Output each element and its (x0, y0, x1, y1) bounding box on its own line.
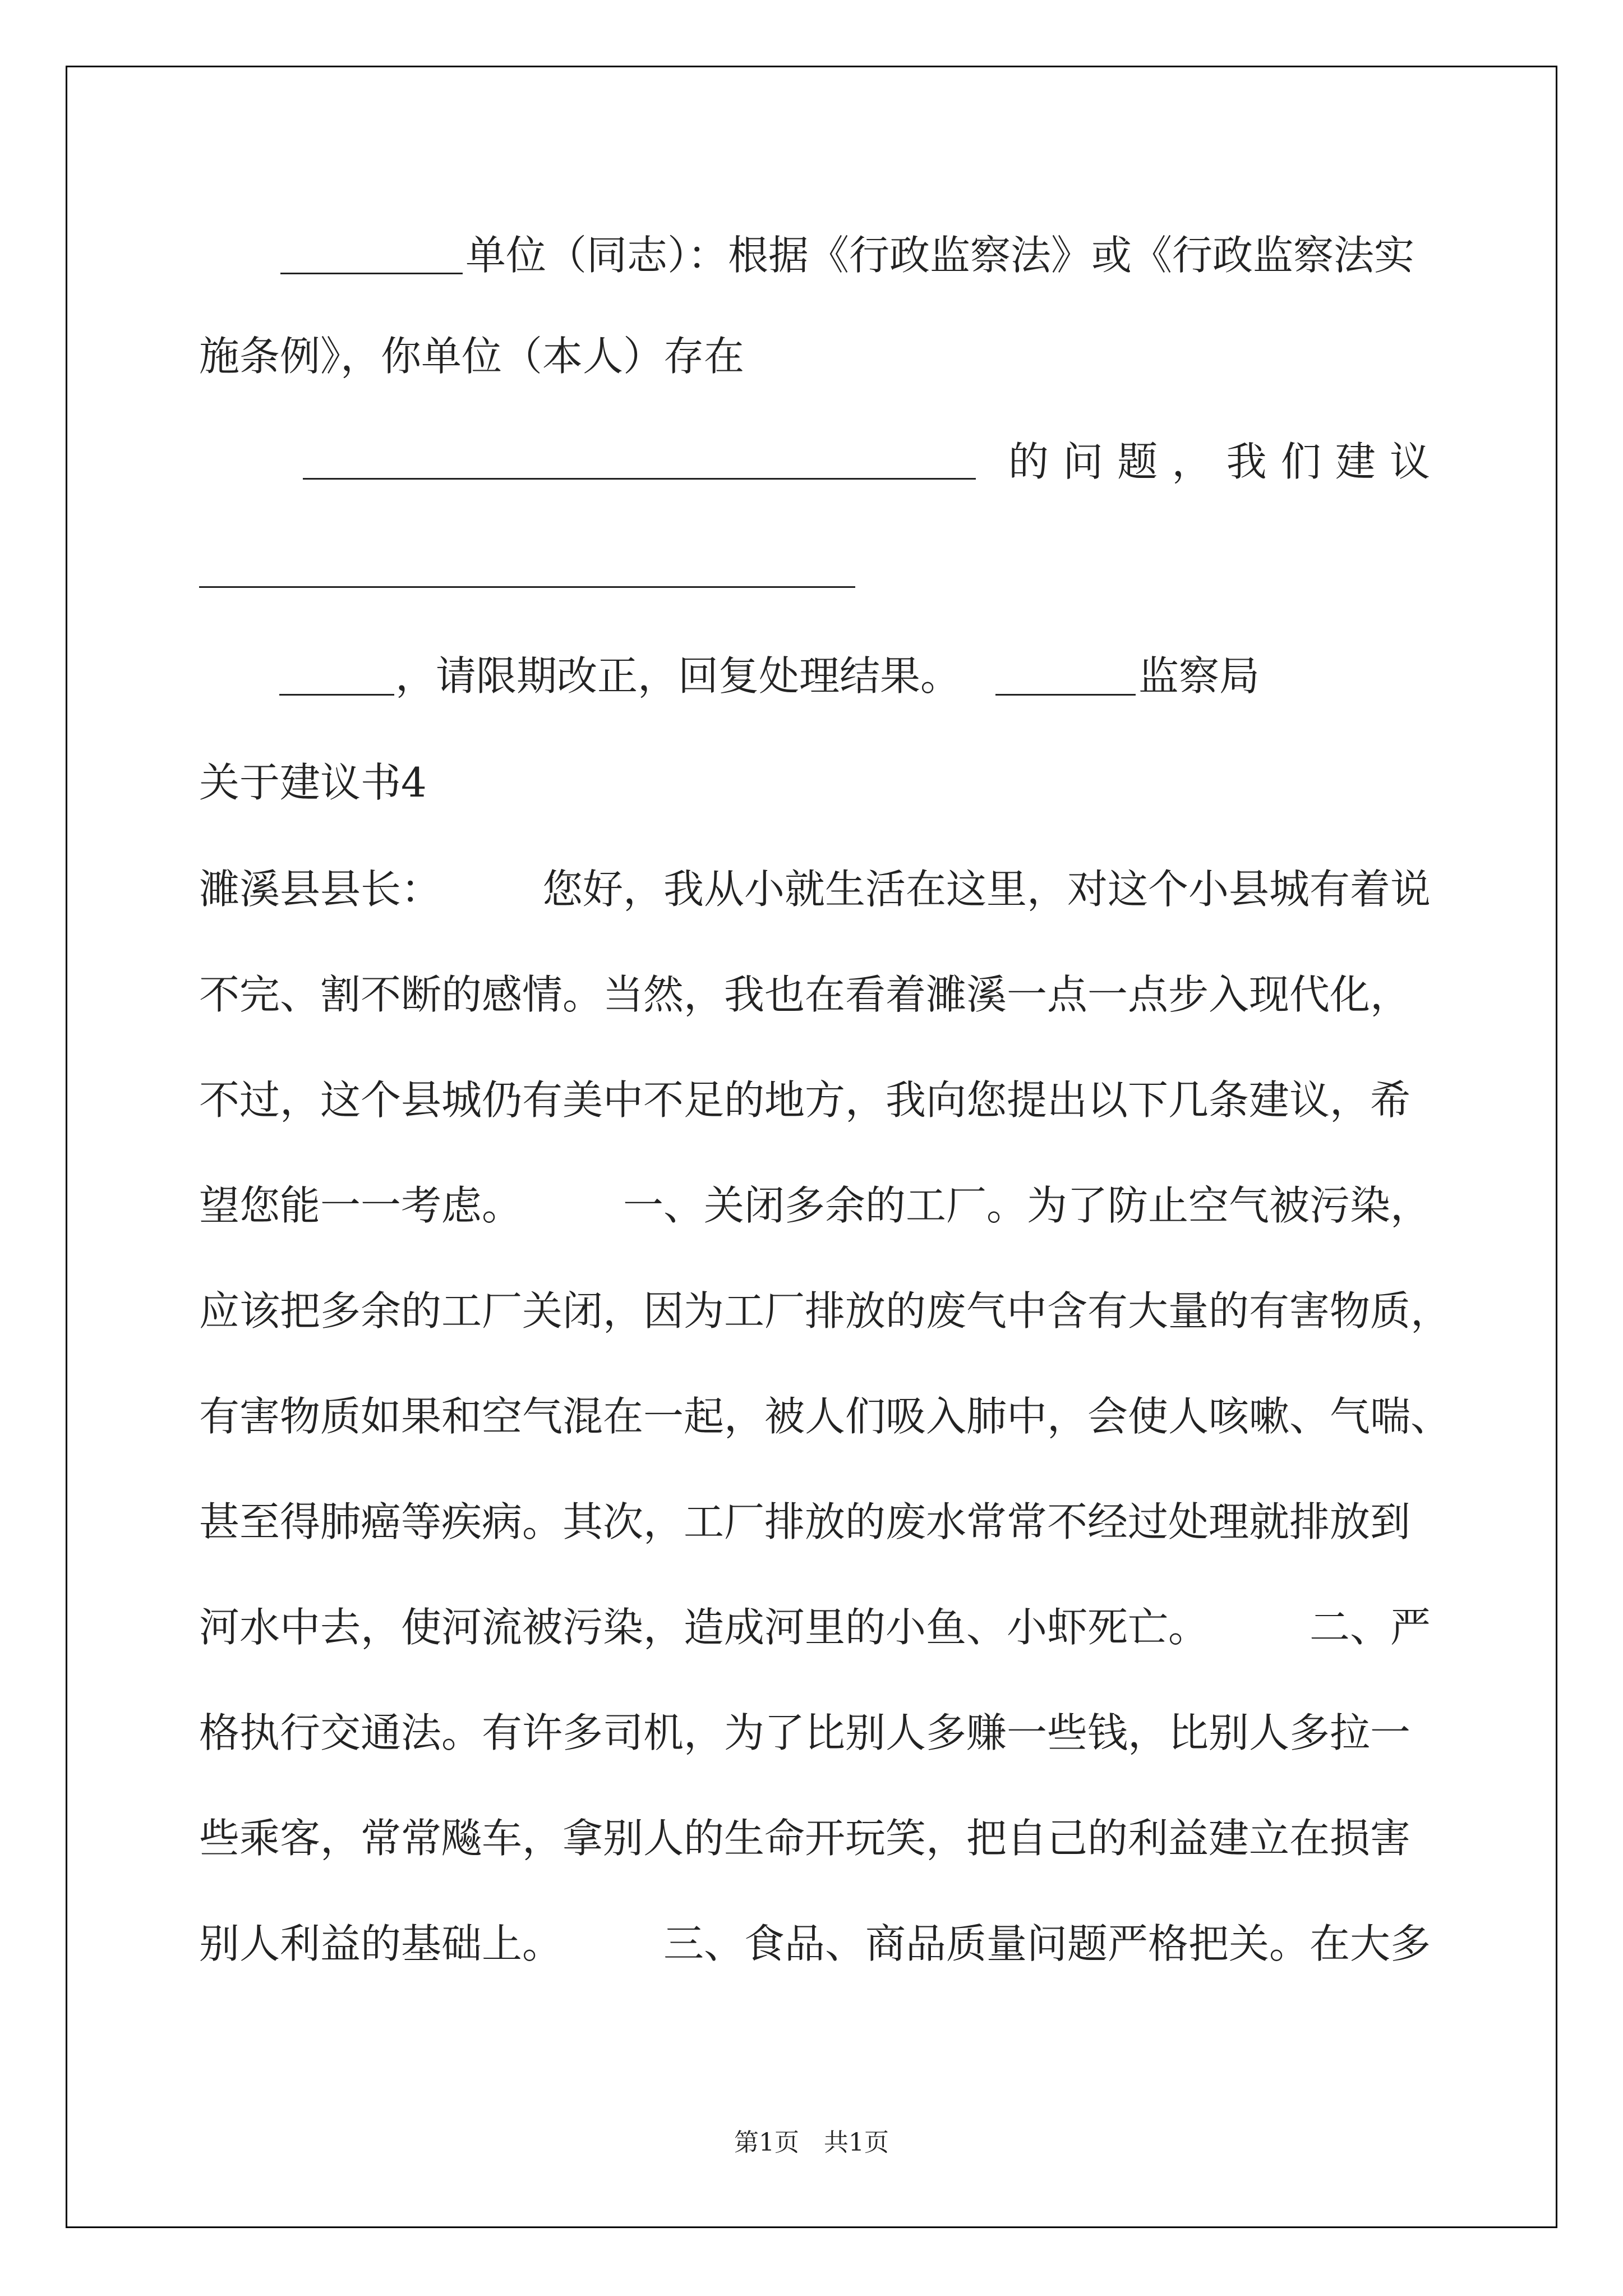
blank-problem (303, 478, 976, 480)
char: ， (1172, 438, 1212, 485)
body-line: 濉溪县县长： 您好，我从小就生活在这里，对这个小县城有着说 (199, 866, 1431, 913)
body-line: 别人利益的基础上。 三、食品、商品质量问题严格把关。在大多 (199, 1920, 1431, 1967)
bureau-name: 监察局 (1138, 652, 1260, 700)
intro-line-2: 施条例》，你单位（本人）存在 (199, 333, 745, 380)
body-line: 不完、割不断的感情。当然，我也在看着濉溪一点一点步入现代化， (199, 971, 1411, 1018)
blank-suggestion (199, 586, 855, 588)
body-line: 些乘客，常常飚车，拿别人的生命开玩笑，把自己的利益建立在损害 (199, 1815, 1411, 1862)
page-footer: 第1页 共1页 (734, 2128, 889, 2157)
char: 议 (1389, 438, 1430, 485)
body-line: 应该把多余的工厂关闭，因为工厂排放的废气中含有大量的有害物质， (199, 1287, 1451, 1335)
intro-line-1: 单位（同志）：根据《行政监察法》或《行政监察法实 (465, 232, 1415, 279)
body-line: 有害物质如果和空气混在一起，被人们吸入肺中，会使人咳嗽、气喘、 (199, 1393, 1451, 1440)
intro-line-3 (1008, 436, 1430, 487)
char: 问 (1063, 438, 1104, 485)
body-line: 甚至得肺癌等疾病。其次，工厂排放的废水常常不经过处理就排放到 (199, 1498, 1411, 1545)
char: 建 (1335, 438, 1376, 485)
section-title: 关于建议书4 (199, 759, 427, 806)
body-line: 河水中去，使河流被污染，造成河里的小鱼、小虾死亡。 二、严 (199, 1604, 1431, 1651)
blank-deadline (279, 694, 394, 696)
body-line: 不过，这个县城仍有美中不足的地方，我向您提出以下几条建议，希 (199, 1076, 1411, 1124)
body-line: 格执行交通法。有许多司机，为了比别人多赚一些钱，比别人多拉一 (199, 1709, 1411, 1756)
blank-bureau-name (995, 694, 1136, 696)
blank-unit-name (280, 273, 463, 274)
char: 们 (1280, 438, 1321, 485)
body-line: 望您能一一考虑。 一、关闭多余的工厂。为了防止空气被污染， (199, 1182, 1431, 1229)
char: 的 (1008, 438, 1049, 485)
char: 题 (1117, 438, 1158, 485)
char: 我 (1226, 438, 1267, 485)
intro-line-5-text: ，请限期改正，回复处理结果。 (395, 652, 961, 700)
page-border (66, 66, 1557, 2228)
